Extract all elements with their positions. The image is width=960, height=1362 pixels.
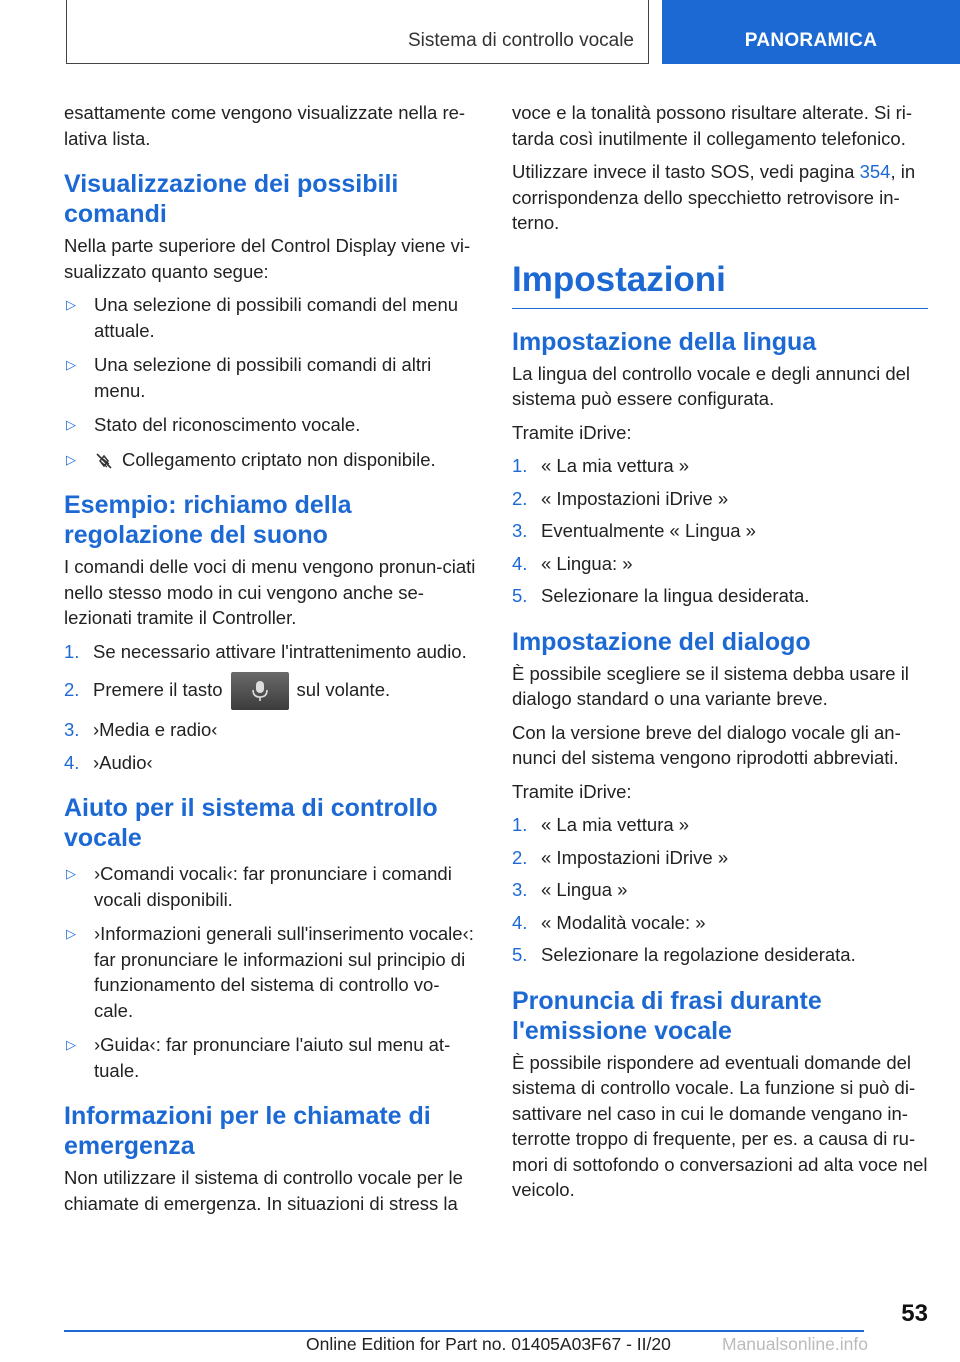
bullet-marker: ▷: [66, 417, 76, 432]
bullet-list: [64, 292, 478, 472]
footer-divider: [64, 1330, 864, 1332]
footer-edition: Online Edition for Part no. 01405A03F67 - II/20: [306, 1334, 671, 1354]
right-column: [512, 100, 928, 1211]
heading-dialogo: Impostazione del dialogo: [512, 627, 811, 656]
bullet-marker: ▷: [66, 1037, 76, 1053]
paragraph: Non utilizzare il sistema di controllo vocale per le chiamate di emergenza. In situazioni di stress la: [64, 1167, 463, 1214]
section-title: Sistema di controllo vocale: [408, 30, 634, 51]
list-item: 4. ›Audio‹: [64, 751, 153, 773]
list-item: ▷ ›Comandi vocali‹: far pronunciare i comandi vocali disponibili.: [66, 863, 452, 910]
bullet-marker: ▷: [66, 451, 76, 467]
heading-lingua: Impostazione della lingua: [512, 327, 817, 356]
list-item: 3. ›Media e radio‹: [64, 719, 218, 741]
list-item: 5. Selezionare la lingua desiderata.: [512, 585, 810, 606]
list-item: 1. Se necessario attivare l'intrattenimento audio.: [64, 640, 467, 662]
paragraph: voce e la tonalità possono risultare alterate. Si ri-tarda così inutilmente il collegamento telefonico.: [512, 102, 913, 149]
paragraph: I comandi delle voci di menu vengono pronun-ciati nello stesso modo in cui vengono anche se-lezionati tramite il Controller.: [64, 556, 476, 628]
header-section-box: [66, 0, 649, 64]
list-item: 1. « La mia vettura »: [512, 455, 690, 476]
paragraph: La lingua del controllo vocale e degli annunci del sistema può essere configurata.: [512, 362, 911, 409]
list-item: 4. « Modalità vocale: »: [512, 911, 706, 933]
watermark: Manualsonline.info: [722, 1334, 868, 1354]
voice-button-image: [231, 672, 289, 710]
list-item: ▷ ›Informazioni generali sull'inserimento vocale‹: far pronunciare le informazioni sul principio di funzionamento del sistema di controllo vo-cale.: [66, 923, 474, 1021]
left-column: [64, 100, 478, 1224]
list-item: ▷ Una selezione di possibili comandi del menu attuale.: [66, 294, 459, 341]
list-item: 5. Selezionare la regolazione desiderata.: [512, 944, 856, 965]
heading-pronuncia: Pronuncia di frasi durante l'emissione vocale: [512, 986, 822, 1045]
list-item: 3. « Lingua »: [512, 879, 628, 900]
paragraph: Nella parte superiore del Control Display viene vi-sualizzato quanto segue:: [64, 235, 471, 282]
page-link[interactable]: 354: [859, 161, 891, 182]
heading-emergenza: Informazioni per le chiamate di emergenza: [64, 1102, 431, 1161]
microphone-icon: [250, 680, 270, 702]
tab-panoramica[interactable]: [662, 0, 960, 64]
list-item: 2. « Impostazioni iDrive »: [512, 487, 729, 509]
list-item: 2. Premere il tasto sul volante.: [64, 671, 478, 710]
list-item: ▷ Stato del riconoscimento vocale.: [64, 412, 478, 438]
bullet-marker: ▷: [66, 926, 76, 942]
page-number: 53: [901, 1300, 928, 1327]
list-item: ▷ Collegamento criptato non disponibile.: [64, 447, 478, 473]
list-item: 2. « Impostazioni iDrive »: [512, 846, 729, 868]
bullet-marker: ▷: [66, 866, 76, 882]
list-item: ▷ ›Guida‹: far pronunciare l'aiuto sul menu at-tuale.: [66, 1034, 451, 1081]
bullet-marker: ▷: [66, 297, 76, 312]
encryption-unavailable-icon: [94, 451, 114, 471]
paragraph: Tramite iDrive:: [512, 421, 632, 443]
paragraph: Con la versione breve del dialogo vocale gli an-nunci del sistema vengono riprodotti abbreviati.: [512, 721, 901, 768]
paragraph: È possibile scegliere se il sistema debba usare il dialogo standard o una variante breve.: [512, 662, 909, 709]
heading-esempio: Esempio: richiamo della regolazione del suono: [64, 491, 352, 549]
main-heading-impostazioni: Impostazioni: [512, 258, 928, 309]
list-item: 3. Eventualmente « Lingua »: [512, 520, 756, 541]
paragraph: È possibile rispondere ad eventuali domande del sistema di controllo vocale. La funzione si può di-sattivare nel caso in cui le domande vengano in-terrotte troppo di frequente, per es. a causa di ru-mori di sottofondo o conversazioni ad alta voce nel veicolo.: [512, 1051, 928, 1200]
step-list: [512, 453, 928, 609]
bullet-list: [64, 861, 478, 1083]
tab-label: PANORAMICA: [744, 30, 878, 51]
step-list: [512, 812, 928, 968]
paragraph: Tramite iDrive:: [512, 780, 632, 802]
list-item: 4. « Lingua: »: [512, 552, 633, 574]
list-item: 1. « La mia vettura »: [512, 814, 690, 835]
heading-aiuto: Aiuto per il sistema di controllo vocale: [64, 794, 438, 853]
heading-visualizzazione: Visualizzazione dei possibili comandi: [64, 170, 399, 228]
paragraph: Utilizzare invece il tasto SOS, vedi pagina 354, in corrispondenza dello specchietto retrovisore in-terno.: [512, 161, 916, 233]
list-item: ▷ Una selezione di possibili comandi di altri menu.: [66, 354, 432, 401]
bullet-marker: ▷: [66, 357, 76, 372]
intro-text: esattamente come vengono visualizzate nella re-lativa lista.: [64, 102, 466, 149]
step-list: [64, 639, 478, 776]
